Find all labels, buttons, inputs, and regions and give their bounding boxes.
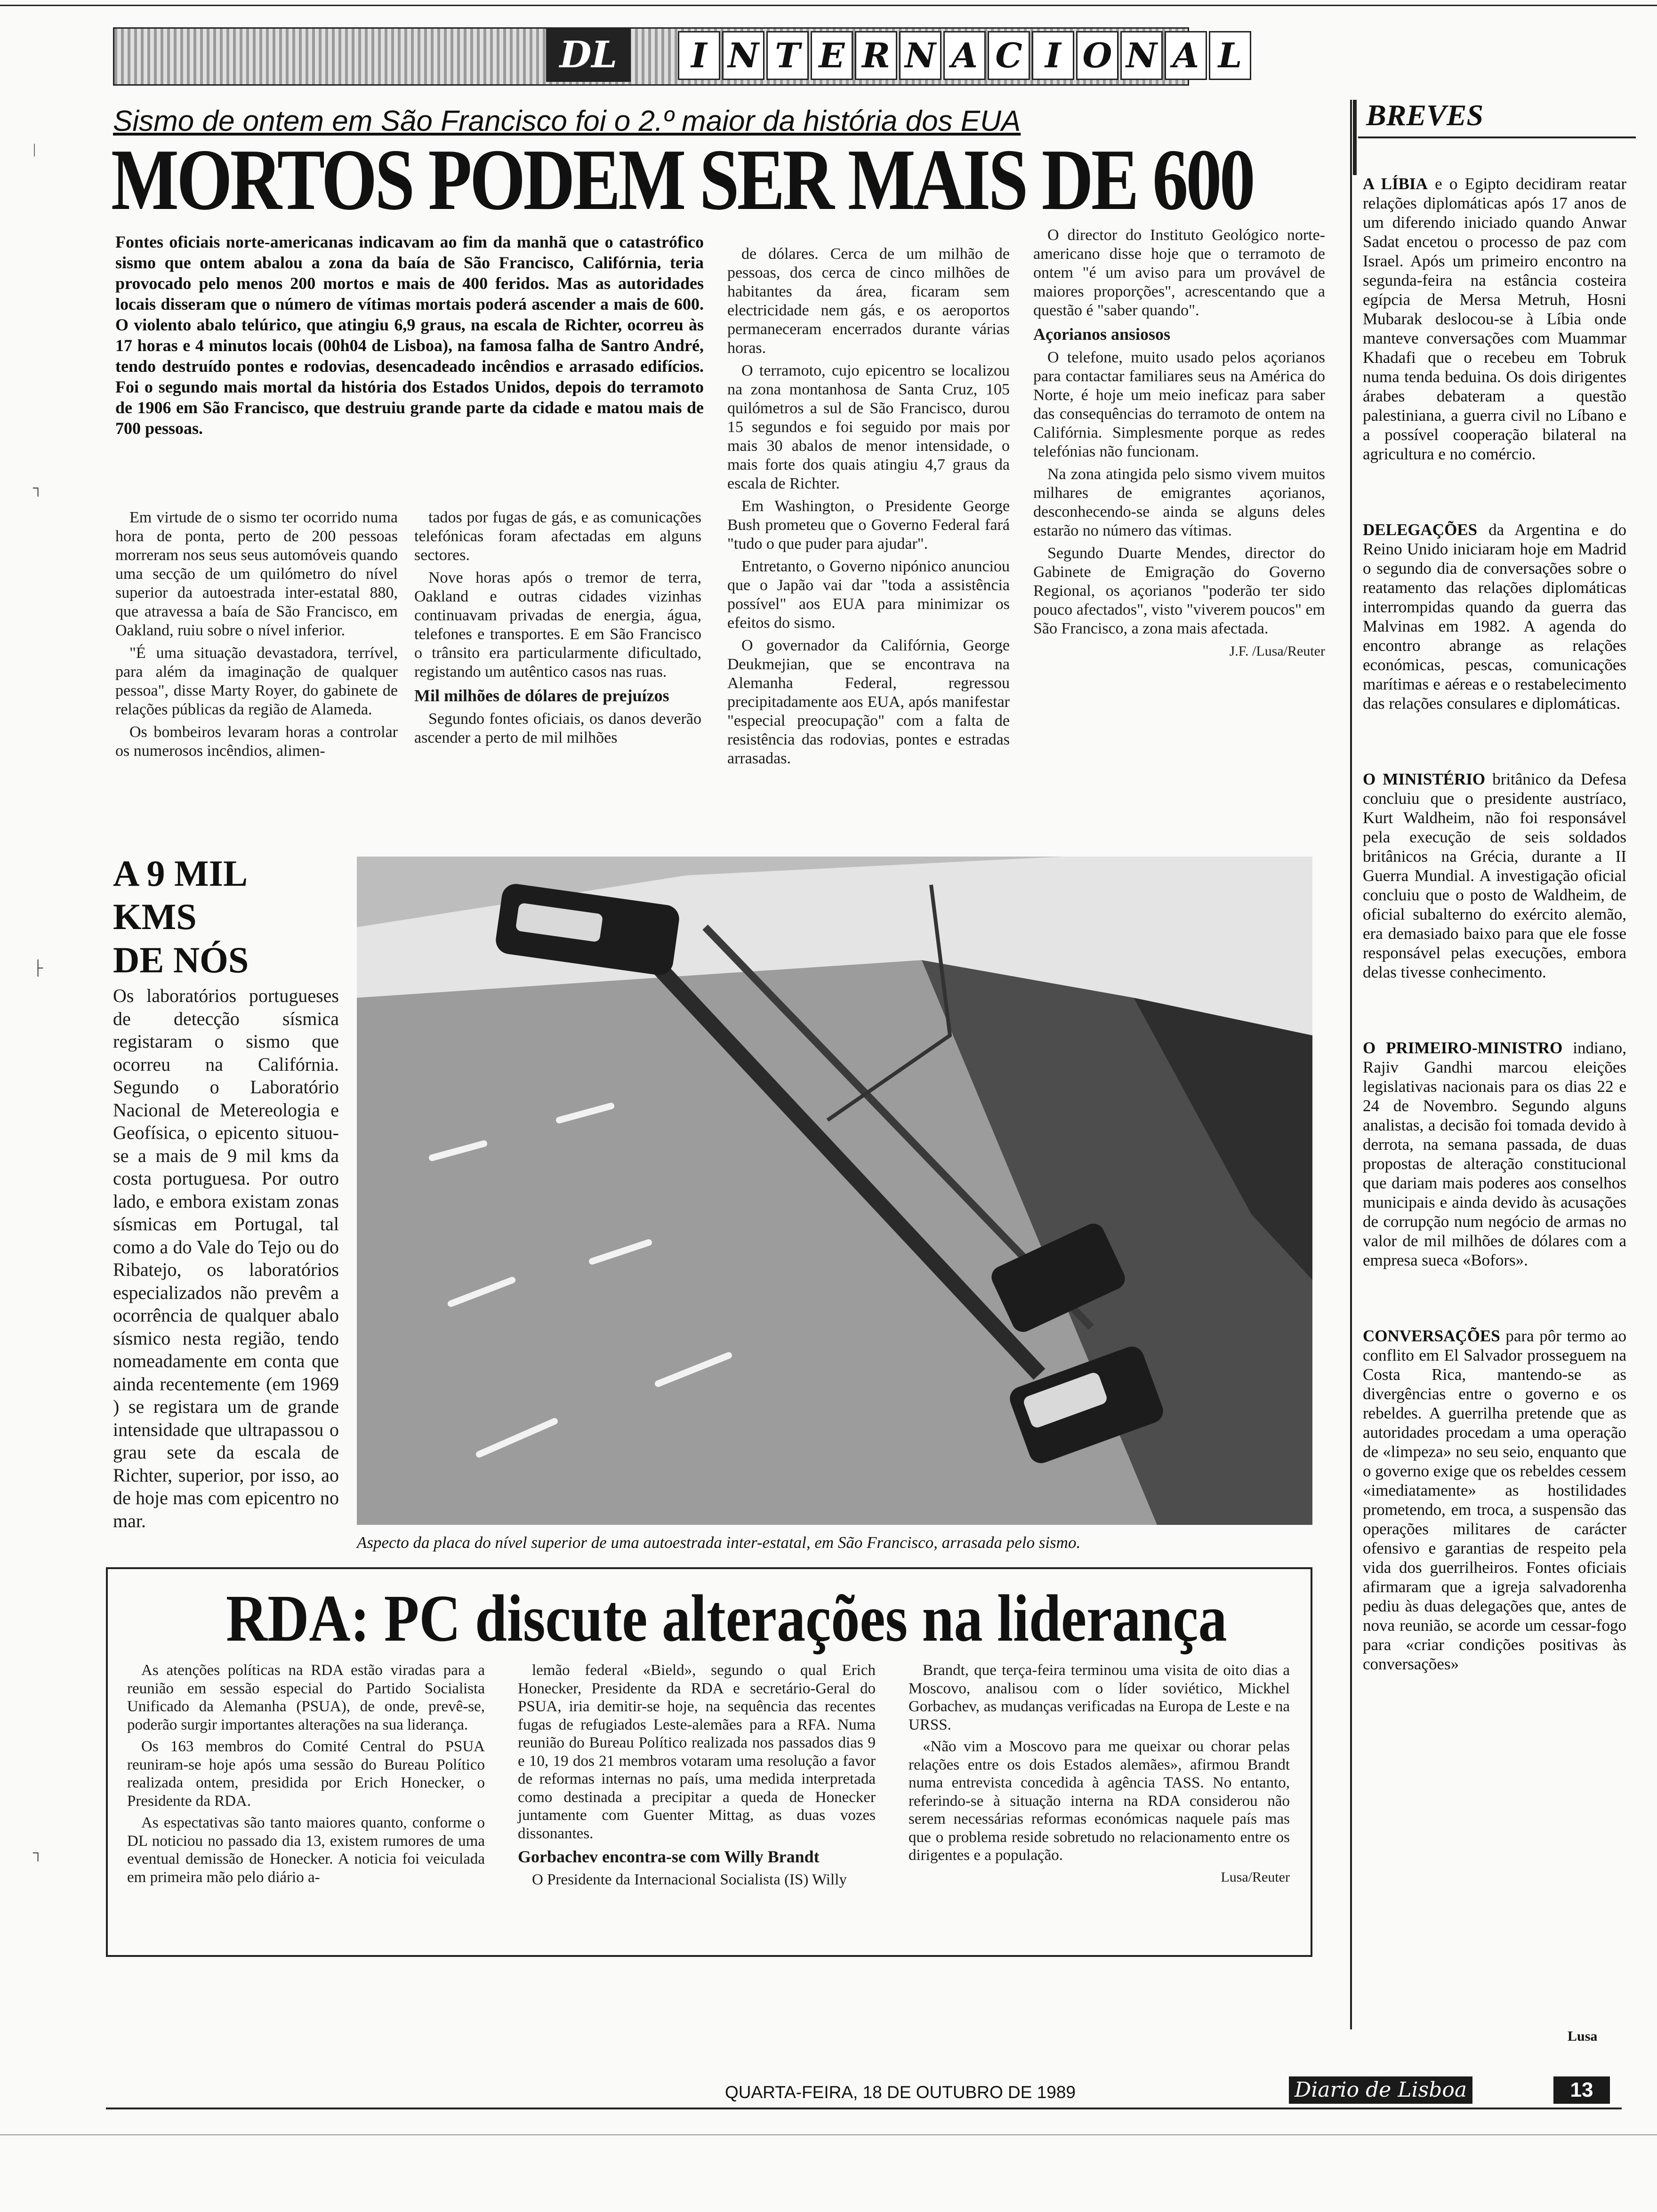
breves-title: BREVES	[1366, 98, 1484, 132]
section-letter: N	[722, 31, 764, 80]
sidebar-headline-line: A 9 MIL	[113, 853, 248, 894]
credit-line: J.F. /Lusa/Reuter	[1229, 643, 1325, 659]
binding-mark: ┐	[33, 480, 43, 496]
section-letter: I	[1032, 31, 1074, 80]
paragraph: Segundo fontes oficiais, os danos deverão ascender a perto de mil milhões	[414, 710, 701, 746]
breve-text: indiano, Rajiv Gandhi marcou eleições legislativas nacionais para os dias 22 e 24 de Novembro. Segundo alguns analistas, a decisão foi tomada devido à derrota, na semana passada, de duas propostas de alteração constitucional que dariam mais poderes aos conselhos municipais e ainda devido às acusações de corrupção num negócio de armas no valor de mil milhões de dólares com a empresa sueca «Bofors».	[1363, 1039, 1626, 1269]
collapsed-highway-illustration	[357, 857, 1312, 1525]
subheading: Mil milhões de dólares de prejuízos	[414, 686, 669, 705]
top-rule	[0, 5, 1657, 6]
breves-list	[1363, 174, 1626, 1730]
rda-col-2	[518, 1661, 876, 1893]
section-letter: T	[766, 31, 809, 80]
column-rule	[1350, 100, 1352, 2029]
main-col-2	[414, 508, 701, 751]
photo-caption: Aspecto da placa do nível superior de uma autoestrada inter-estatal, em São Francisco, arrasada pelo sismo.	[357, 1533, 1081, 1552]
section-title-internacional	[678, 31, 1253, 80]
breve-item	[1363, 1326, 1626, 1674]
breve-lead: O PRIMEIRO-MINISTRO	[1363, 1039, 1563, 1057]
main-col-4	[1033, 226, 1325, 665]
paragraph: As atenções políticas na RDA estão viradas para a reunião em sessão especial do Partido Socialista Unificado da Alemanha (PSUA), de onde, prevê-se, poderão surgir importantes alterações na sua liderança.	[127, 1662, 485, 1733]
breves-rule	[1358, 136, 1636, 138]
sidebar-headline	[113, 852, 339, 982]
binding-mark: ├	[33, 960, 43, 976]
paragraph: tados por fugas de gás, e as comunicações telefónicas foram afectadas em alguns sectores.	[414, 509, 701, 564]
paragraph: Entretanto, o Governo nipónico anunciou que o Japão vai dar "toda a assistência possível" aos EUA para minimizar os efeitos do sismo.	[727, 558, 1010, 632]
section-letter: A	[943, 31, 986, 80]
paragraph: Os bombeiros levaram horas a controlar os numerosos incêndios, alimen-	[115, 723, 398, 760]
paragraph: As espectativas são tanto maiores quanto, conforme o DL noticiou no passado dia 13, existem rumores de uma eventual demissão de Honecker. A noticia foi veiculada em primeira mão pelo diário a-	[127, 1814, 485, 1886]
dl-logo: DL	[546, 28, 631, 82]
paragraph: O telefone, muito usado pelos açorianos para contactar familiares seus na América do Norte, é hoje um meio ineficaz para saber das consequências do terramoto de ontem na Califórnia. Simplesmente porque as redes telefónias não funcionam.	[1033, 349, 1325, 460]
breves-credit: Lusa	[1568, 2028, 1598, 2044]
column-rule-thick	[1353, 100, 1357, 175]
story-kicker: Sismo de ontem em São Francisco foi o 2.º maior da história dos EUA	[113, 105, 1021, 137]
main-col-1	[115, 508, 398, 764]
lead-paragraph: Fontes oficiais norte-americanas indicavam ao fim da manhã que o catastrófico sismo que ontem abalou a zona da baía de São Francisco, Califórnia, teria provocado pelo menos 200 mortos e mais de 400 feridos. Mas as autoridades locais disseram que o número de vítimas mortais poderá ascender a mais de 600. O violento abalo telúrico, que atingiu 6,9 graus, na escala de Richter, ocorreu às 17 horas e 4 minutos locais (00h04 de Lisboa), na famosa falha de Santro André, tendo destruído pontes e rodovias, desencadeado incêndios e arrasado edifícios. Foi o segundo mais mortal da história dos Estados Unidos, depois do terramoto de 1906 em São Francisco, que destruiu grande parte da cidade e matou mais de 700 pessoas.	[115, 232, 704, 438]
rda-headline: RDA: PC discute alterações na liderança	[226, 1581, 1227, 1655]
paragraph: "É uma situação devastadora, terrível, para além da imaginação de qualquer pessoa", disse Marty Royer, do gabinete de relações públicas da região de Alameda.	[115, 644, 398, 718]
breve-text: e o Egipto decidiram reatar relações diplomáticas após 17 anos de um diferendo iniciado quando Anwar Sadat encetou o processo de paz com Israel. Após um primeiro encontro na segunda-feira na estância costeira egípcia de Mersa Metruh, Hosni Mubarak deslocou-se à Líbia onde manteve conversações com Muammar Khadafi que o recebeu em Tobruk numa tenda beduina. Os dois dirigentes árabes debateram a questão palestiniana, a guerra civil no Líbano e a possível cooperação bilateral na agricultura e no comércio.	[1363, 175, 1626, 463]
paragraph: Em Washington, o Presidente George Bush prometeu que o Governo Federal fará "tudo o que puder para ajudar".	[727, 497, 1010, 553]
breve-lead: A LÍBIA	[1363, 175, 1428, 193]
section-letter: O	[1076, 31, 1118, 80]
paragraph: Nove horas após o tremor de terra, Oakland e outras cidades vizinhas continuavam privadas de energia, água, telefones e transportes. E em São Francisco o trânsito era particularmente dificultado, registando um autêntico casos nas ruas.	[414, 569, 701, 681]
sidebar-body: Os laboratórios portugueses de detecção sísmica registaram o sismo que ocorreu na Califórnia. Segundo o Laboratório Nacional de Metereologia e Geofísica, o epicento situou-se a mais de 9 mil kms da costa portuguesa. Por outro lado, e embora existam zonas sísmicas em Portugal, tal como a do Vale do Tejo ou do Ribatejo, os laboratórios especializados não prevêm a ocorrência de qualquer abalo sísmico nesta região, tendo nomeadamente em conta que ainda recentemente (em 1969 ) se registara um de grande intensidade que ultrapassou o grau sete da escala de Richter, superior, por isso, ao de hoje mas com epicentro no mar.	[113, 985, 339, 1531]
section-letter: I	[678, 31, 720, 80]
breve-lead: O MINISTÉRIO	[1363, 770, 1486, 788]
footer-date: QUARTA-FEIRA, 18 DE OUTUBRO DE 1989	[725, 2083, 1076, 2102]
sidebar-headline-line: DE NÓS	[113, 939, 249, 980]
subheading: Açorianos ansiosos	[1033, 325, 1171, 344]
footer-rule	[106, 2108, 1622, 2109]
paragraph: O Presidente da Internacional Socialista (IS) Willy	[532, 1871, 847, 1888]
paragraph: Os 163 membros do Comité Central do PSUA reuniram-se hoje após uma sessão do Bureau Político realizada ontem, presidida por Erich Honecker, o Presidente da RDA.	[127, 1738, 485, 1810]
main-col-3	[727, 245, 1010, 772]
binding-mark: ┐	[33, 1845, 43, 1860]
paragraph: «Não vim a Moscovo para me queixar ou chorar pelas relações entre os dois Estados alemães», afirmou Brandt numa entrevista concedida à agência TASS. No entanto, referindo-se à situação interna na RDA considerou não serem necessárias reformas económicas naquele país mas que o problema reside sobretudo no relacionamento entre os dirigentes e a população.	[909, 1738, 1290, 1864]
binding-mark: |	[33, 141, 36, 157]
breve-item	[1363, 1038, 1626, 1270]
section-letter: R	[855, 31, 897, 80]
paragraph: O governador da Califórnia, George Deukmejian, que se encontrava na Alemanha Federal, regressou precipitadamente aos EUA, após manifestar "especial preocupação" com a falta de resistência das rodovias, pontes e estradas arrasadas.	[727, 637, 1010, 767]
section-letter: L	[1209, 31, 1251, 80]
page-number: 13	[1553, 2076, 1610, 2104]
section-letter: N	[1120, 31, 1163, 80]
breve-lead: CONVERSAÇÕES	[1363, 1327, 1500, 1345]
breve-text: para pôr termo ao conflito em El Salvador prosseguem na Costa Rica, mantendo-se as divergências entre o governo e os rebeldes. A guerrilha pretende que as autoridades procedam a uma operação de «limpeza» no seu seio, enquanto que o governo exige que os rebeldes cessem «imediatamente» as hostilidades prometendo, em troca, a suspensão das operações militares de carácter ofensivo e garantias de respeito pela vida dos guerrilheiros. Fontes oficiais afirmaram que a igreja salvadorenha pediu às duas delegações que, antes de nova reunião, se acorde um cessar-fogo para «criar condições positivas às conversações»	[1363, 1327, 1626, 1673]
breve-lead: DELEGAÇÕES	[1363, 521, 1478, 539]
rda-col-1	[127, 1661, 485, 1890]
section-letter: C	[988, 31, 1030, 80]
section-letter: E	[811, 31, 853, 80]
sidebar-headline-line: KMS	[113, 896, 197, 937]
breve-item	[1363, 769, 1626, 982]
paragraph: de dólares. Cerca de um milhão de pessoas, dos cerca de cinco milhões de habitantes da área, ficaram sem electricidade nem gás, e os aeroportos permaneceram encerrados durante várias horas.	[727, 245, 1010, 357]
credit-line: Lusa/Reuter	[1221, 1869, 1290, 1885]
breve-text: britânico da Defesa concluiu que o presidente austríaco, Kurt Waldheim, não foi responsável pela execução de seis soldados britânicos na Grécia, durante a II Guerra Mundial. A investigação oficial concluiu que o posto de Waldheim, de oficial subalterno do exército alemão, era demasiado baixo para que ele fosse responsável pelas execuções, embora delas tivesse conhecimento.	[1363, 770, 1626, 981]
sidebar-story	[113, 852, 339, 1532]
bottom-rule	[0, 2134, 1657, 2135]
earthquake-photo	[357, 857, 1312, 1525]
footer-paper-name: Diario de Lisboa	[1289, 2076, 1472, 2104]
paragraph: Brandt, que terça-feira terminou uma visita de oito dias a Moscovo, analisou com o líder soviético, Mickhel Gorbachev, as mudanças verificadas na Europa de Leste e na URSS.	[909, 1662, 1290, 1733]
breve-text: da Argentina e do Reino Unido iniciaram hoje em Madrid o segundo dia de conversações sobre o reatamento das relações diplomáticas interrompidas quando da guerra das Malvinas em 1982. A agenda do encontro abrange as relações económicas, pescas, comunicações marítimas e aéreas e o restabelecimento das relações consulares e diplomáticas.	[1363, 521, 1626, 713]
breve-item	[1363, 174, 1626, 464]
paragraph: Segundo Duarte Mendes, director do Gabinete de Emigração do Governo Regional, os açorianos "poderão ter sido pouco afectados", visto "viverem poucos" em São Francisco, a zona mais afectada.	[1033, 545, 1325, 637]
subheading: Gorbachev encontra-se com Willy Brandt	[518, 1847, 820, 1866]
paragraph: O terramoto, cujo epicentro se localizou na zona montanhosa de Santa Cruz, 105 quilómetros a sul de São Francisco, durou 15 segundos e foi seguido por mais por mais 30 abalos de menor intensidade, o mais forte dos quais atingiu 4,7 graus da escala de Richter.	[727, 362, 1010, 492]
section-letter: A	[1165, 31, 1207, 80]
breve-item	[1363, 520, 1626, 713]
paragraph: lemão federal «Bield», segundo o qual Erich Honecker, Presidente da RDA e secretário-Geral do PSUA, iria demitir-se hoje, na sequência das recentes fugas de refugiados Leste-alemães para a RFA. Numa reunião do Bureau Político realizada nos passados dias 9 e 10, 19 dos 21 membros votaram uma resolução a favor de reformas internas no país, uma medida interpretada como destinada a precipitar a queda de Honecker juntamente com Guenter Mittag, as duas vozes dissonantes.	[518, 1662, 876, 1842]
paragraph: Na zona atingida pelo sismo vivem muitos milhares de emigrantes açorianos, desconhecendo-se ainda se alguns deles estarão no número das vítimas.	[1033, 465, 1325, 539]
section-letter: N	[899, 31, 941, 80]
paragraph: Em virtude de o sismo ter ocorrido numa hora de ponta, perto de 200 pessoas morreram nos seus seus automóveis quando uma secção de um quilómetro do nível superior da autoestrada inter-estatal 880, que atravessa a baía de São Francisco, em Oakland, ruiu sobre o nível inferior.	[115, 509, 398, 639]
paragraph: O director do Instituto Geológico norte-americano disse hoje que o terramoto de ontem "é um aviso para um provável de maiores proporções", acrescentando que a questão é "saber quando".	[1033, 226, 1325, 319]
main-headline: MORTOS PODEM SER MAIS DE 600	[111, 131, 1253, 228]
rda-col-3	[909, 1661, 1290, 1890]
